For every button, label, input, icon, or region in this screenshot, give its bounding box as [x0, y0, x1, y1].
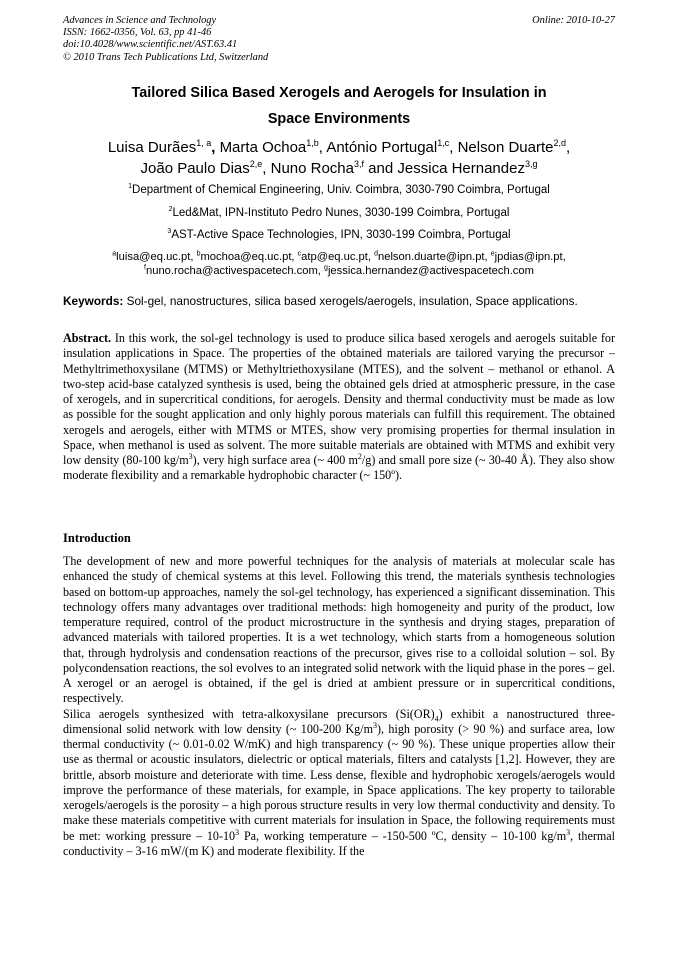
email-link[interactable]: nelson.duarte@ipn.pt, [378, 251, 491, 263]
introduction-body [63, 554, 615, 859]
section-heading-introduction: Introduction [63, 531, 131, 545]
keywords-section [63, 294, 615, 308]
author-affil-mark: 3,g [524, 159, 538, 169]
doi-line: doi:10.4028/www.scientific.net/AST.63.41 [63, 39, 238, 51]
email-link[interactable]: atp@eq.uc.pt, [301, 251, 375, 263]
keywords-label: Keywords: [63, 294, 124, 308]
author-name: Jessica Hernandez [397, 160, 525, 177]
author-affil-mark: 2,e [249, 159, 263, 169]
online-date: Online: 2010-10-27 [532, 15, 615, 26]
affiliation-2: $^2$Led&Mat, IPN-Instituto Pedro Nunes, 3030-199 Coimbra, Portugal [168, 205, 510, 219]
author-line-2: João Paulo Dias$^{2,e}$, Nuno Rocha$^{3,f}$ and Jessica Hernandez$^{3,g}$ [140, 159, 538, 177]
author-name: António Portugal [326, 139, 438, 156]
email-list [63, 250, 615, 278]
author-line-1: Luisa Durães$^{1, a}$, Marta Ochoa$^{1,b}$, António Portugal$^{1,c}$, Nelson Duarte$^{2,d}$, [107, 138, 571, 156]
intro-paragraph-2: Silica aerogels synthesized with tetra-alkoxysilane precursors $(Si(OR)_4)$ exhibit a nanostructured three-dimensional solid network with low density (~ 100-200 $Kg/m^3$), high porosity (> 90 %) and surface area, low thermal conductivity (~ 0.01-0.02 W/mK) and high transparency (~ 90 %). These unique properties allow their use as thermal or acoustic insulators, dielectric or optical materials, filters and catalysts [1,2]. However, they are brittle, absorb moisture and deteriorate with time. Less dense, flexible and hydrophobic xerogels/aerogels would improve the performance of these materials, for example, in Space applications. The key property to tailorable xerogels/aerogels is the porosity – a high porous structure results in very low thermal conductivity and density. To make these materials competitive with current materials for insulation in Space, the following requirements must be met: working pressure – $10-10^3$ Pa, working temperature – -150-500 ºC, density – 10-100 $kg/m^3$, thermal conductivity – 3-16 mW/(m K) and moderate flexibility. If the [63, 706, 616, 858]
keywords-text: Sol-gel, nanostructures, silica based xerogels/aerogels, insulation, Space applications. [123, 294, 578, 308]
affiliation-1: $^1$Department of Chemical Engineering, Univ. Coimbra, 3030-790 Coimbra, Portugal [128, 183, 550, 196]
author-name: João Paulo Dias [140, 160, 250, 177]
author-name: Nuno Rocha [270, 160, 354, 177]
paper-title [63, 80, 615, 132]
affiliation-3: $^3$AST-Active Space Technologies, IPN, 3030-199 Coimbra, Portugal [167, 228, 511, 241]
author-affil-mark: 1,b [306, 138, 319, 148]
author-name: Nelson Duarte [457, 139, 554, 156]
publication-header [63, 15, 615, 64]
email-line-2: $^f$nuno.rocha@activespacetech.com, $^g$jessica.hernandez@activespacetech.com [144, 264, 534, 277]
author-name: Marta Ochoa [219, 139, 307, 156]
author-affil-mark: 1,c [437, 138, 450, 148]
author-separator: , [211, 139, 220, 156]
affiliation-list [63, 181, 615, 249]
email-link[interactable]: luisa@eq.uc.pt, [116, 251, 197, 263]
abstract-section: Abstract. In this work, the sol-gel technology is used to produce silica based xerogels and aerogels suitable for insulation applications in Space. The properties of the obtained materials are tailored varying the precursor – Methyltrimethoxysilane (MTMS) or Methyltriethoxysilane (MTES), and the solvent – methanol or ethanol. A two-step acid-base catalyzed synthesis is used, being the obtained gels dried at atmospheric pressure, in the case of xerogels, and in supercritical conditions, for aerogels. Density and thermal conductivity must be made as low as possible for the sought application and only highly porous materials can fulfill this requirement. The obtained xerogels and aerogels, either with MTMS or MTES, show very promising properties for thermal insulation in Space, when methanol is used as solvent. The more suitable materials are obtained with MTMS and exhibit very low density (80-100 $kg/m^3$), very high surface area (~ 400 $m^2/g$) and small pore size (~ 30-40 Å). They also show moderate flexibility and a remarkable hydrophobic character (~ 150º). [63, 331, 615, 483]
author-affil-mark: 2,d [553, 138, 566, 148]
journal-name: Advances in Science and Technology [63, 15, 217, 26]
author-name: Luisa Durães [107, 139, 197, 156]
intro-paragraph-1: The development of new and more powerful techniques for the analysis of materials at molecular scale has enhanced the study of chemical systems at this level. Following this trend, the materials synthesis technologies based on bottom-up approaches, namely the sol-gel technology, has experienced a significant dissemination. This technology offers many advantages over traditional methods: high homogeneity and purity of the product, low temperature required, control of the product microstructure in the synthesis and drying stages, preparation of advanced materials with tailored properties. It is a wet technology, which starts from a homogeneous solution that, through hydrolysis and condensation reactions of the precursor, gives rise to a colloidal solution – sol. By polycondensation reactions, the sol evolves to an integrated solid network with the liquid phase in the pores – gel. A xerogel or an aerogel is obtained, if the gel is dried at ambient pressure or in supercritical conditions, respectively. [63, 554, 615, 706]
author-affil-mark: 3,f [354, 159, 365, 169]
email-link[interactable]: jessica.hernandez@activespacetech.com [327, 265, 534, 277]
title-line-1: Tailored Silica Based Xerogels and Aerogels for Insulation in [131, 85, 547, 101]
copyright-line: © 2010 Trans Tech Publications Ltd, Switzerland [63, 51, 269, 63]
author-affil-mark: 1, a [196, 138, 212, 148]
email-link[interactable]: mochoa@eq.uc.pt, [200, 251, 298, 263]
title-line-2: Space Environments [267, 111, 411, 127]
email-link[interactable]: jpdias@ipn.pt, [494, 251, 566, 263]
abstract-label: Abstract. [63, 331, 112, 345]
issn-line: ISSN: 1662-0356, Vol. 63, pp 41-46 [63, 27, 212, 39]
email-line-1: $^a$luisa@eq.uc.pt, $^b$mochoa@eq.uc.pt, $^c$atp@eq.uc.pt, $^d$nelson.duarte@ipn.pt, $^e$jpdias@ipn.pt, [112, 250, 566, 263]
email-link[interactable]: nuno.rocha@activespacetech.com, [146, 265, 325, 277]
author-list [63, 137, 615, 179]
